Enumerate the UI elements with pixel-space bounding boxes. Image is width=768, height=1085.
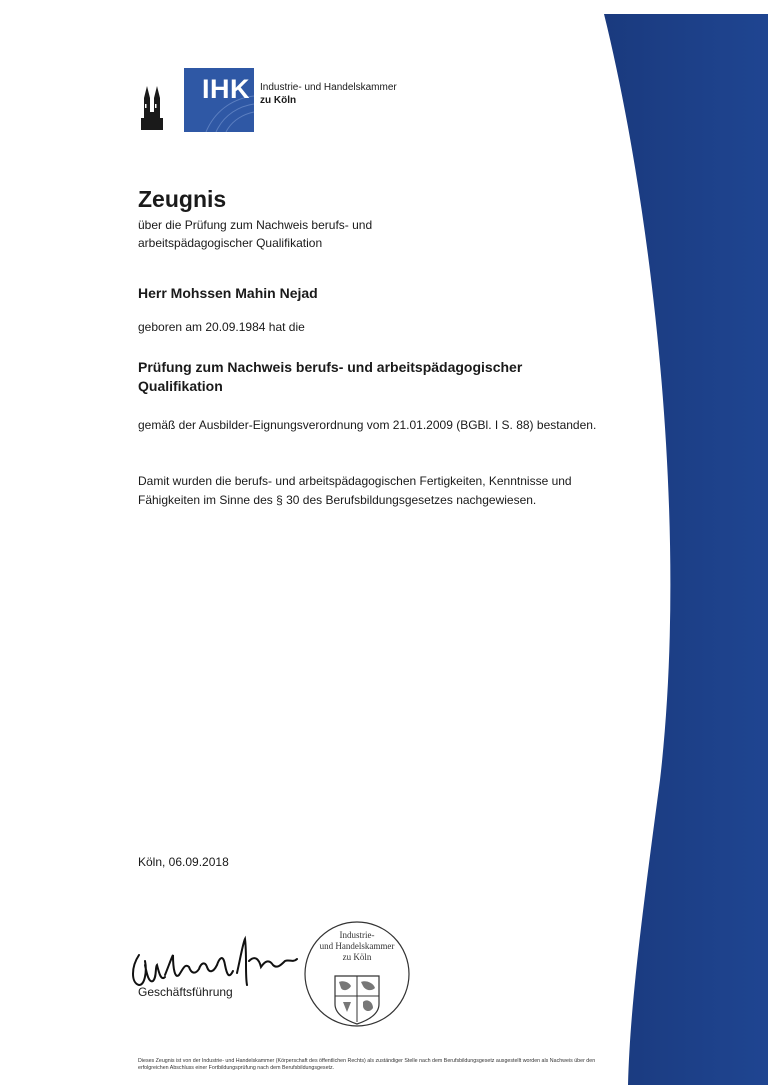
regulation-text: gemäß der Ausbilder-Eignungsverordnung vom 21.01.2009 (BGBl. I S. 88) bestanden. (138, 418, 597, 432)
birth-date-line: geboren am 20.09.1984 hat die (138, 320, 305, 334)
seal-line3: zu Köln (342, 952, 372, 962)
footer-disclaimer: Dieses Zeugnis ist von der Industrie- und Handelskammer (Körperschaft des öffentlichen Rechts) als zuständiger Stelle nach dem Berufsbildungsgesetz ausgestellt worden als Nachweis über den erfolgreichen Abschluss einer Fortbildungsprüfung nach dem Berufsbildungsgesetz. (138, 1058, 596, 1071)
signature-label: Geschäftsführung (138, 985, 233, 999)
logo-org-line2: zu Köln (260, 95, 297, 106)
seal-line2: und Handelskammer (319, 941, 395, 951)
exam-title: Prüfung zum Nachweis berufs- und arbeitspädagogischer Qualifikation (138, 359, 523, 394)
document-title: Zeugnis (138, 186, 227, 212)
logo-emblem (136, 68, 254, 132)
place-and-date: Köln, 06.09.2018 (138, 855, 229, 869)
qualification-statement: Damit wurden die berufs- und arbeitspädagogischen Fertigkeiten, Kenntnisse und Fähigkeiten im Sinne des § 30 des Berufsbildungsgesetzes nachgewiesen. (138, 474, 572, 507)
seal-line1: Industrie- (339, 930, 375, 940)
document-subtitle: über die Prüfung zum Nachweis berufs- und arbeitspädagogischer Qualifikation (138, 218, 373, 250)
logo-org-line1: Industrie- und Handelskammer (260, 82, 397, 93)
recipient-name: Herr Mohssen Mahin Nejad (138, 285, 318, 301)
seal-lettering (303, 930, 411, 963)
logo-abbreviation: IHK (202, 74, 250, 104)
ihk-logo (136, 68, 436, 132)
logo-organization-name (260, 81, 397, 107)
